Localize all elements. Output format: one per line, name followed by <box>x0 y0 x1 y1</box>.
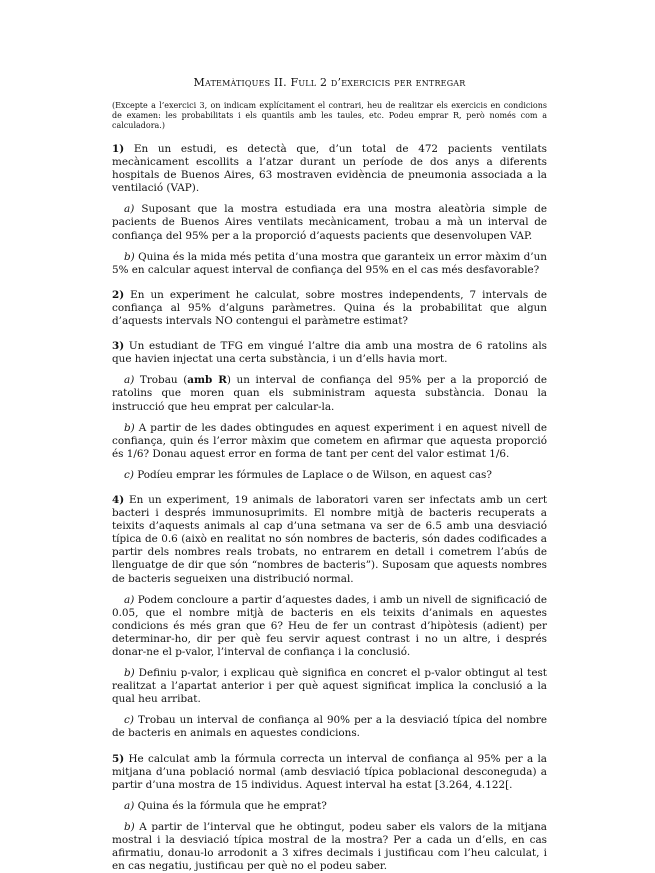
exercise-number: 2) <box>112 288 125 301</box>
exercise-text: He calculat amb la fórmula correcta un interval de confiança al 95% per a la mitjana d’una població normal (amb desviació típica poblacional desconeguda) a partir d’una mostra de 15 individus. Aquest interval ha estat [3.264, 4.122[. <box>112 752 547 791</box>
part-text: A partir de les dades obtingudes en aquest experiment i en aquest nivell de confiança, quin és l’error màxim que cometem en afirmar que aquesta proporció és 1/6? Donau aquest error en forma de tant per cent del valor estimat 1/6. <box>112 421 547 460</box>
exercise-3-part-a <box>112 374 547 413</box>
exercise-3-part-c <box>112 469 547 482</box>
exercise-5 <box>112 753 547 792</box>
exercise-text: Un estudiant de TFG em vingué l’altre dia amb una mostra de 6 ratolins als que havien injectat una certa substància, i un d’ells havia mort. <box>112 340 547 366</box>
part-text: Podíeu emprar les fórmules de Laplace o de Wilson, en aquest cas? <box>137 468 492 481</box>
exercise-text: En un experiment he calculat, sobre mostres independents, 7 intervals de confiança al 95% d’alguns paràmetres. Quina és la probabilitat que algun d’aquests intervals NO contengui el paràmetre estimat? <box>112 288 547 328</box>
part-text-pre: Trobau ( <box>139 374 188 387</box>
part-text: Suposant que la mostra estudiada era una mostra aleatòria simple de pacients de Buenos Aires ventilats mecànicament, trobau a mà un interval de confiança del 95% per a la proporció d’aquests pacients que desenvolupen VAP. <box>112 203 547 242</box>
part-label: c) <box>124 468 134 481</box>
exercise-text: En un estudi, es detectà que, d’un total de 472 pacients ventilats mecànicament escollits a l’atzar durant un període de dos anys a diferents hospitals de Buenos Aires, 63 mostraven evidència de pneumonia associada a la ventilació (VAP). <box>112 143 547 195</box>
exercise-3-part-b <box>112 422 547 461</box>
part-text: Trobau un interval de confiança al 90% per a la desviació típica del nombre de bacteris en animals en aquestes condicions. <box>112 714 547 740</box>
part-label: a) <box>124 203 135 216</box>
part-text: Podem concloure a partir d’aquestes dades, i amb un nivell de significació de 0.05, que el nombre mitjà de bacteris en els teixits d’animals en aquestes condicions és més gran que 6? Heu de fer un contrast d’hipòtesis (adient) per determinar-ho, dir per què feu servir aquest contrast i no un altre, i després donar-ne el p-valor, l’interval de confiança i la conclusió. <box>112 593 548 658</box>
exercise-number: 5) <box>112 752 125 765</box>
exercise-1-part-b <box>112 251 547 277</box>
part-label: b) <box>124 421 135 434</box>
part-label: b) <box>124 667 135 680</box>
exercise-3 <box>112 340 547 366</box>
part-text: A partir de l’interval que he obtingut, podeu saber els valors de la mitjana mostral i la desviació típica mostral de la mostra? Per a cada un d’ells, en cas afirmatiu, donau-lo arrodonit a 3 xifres decimals i justificau com l’heu calculat, i en cas negatiu, justificau per què no el podeu saber. <box>112 820 547 873</box>
exercise-1-part-a <box>112 203 547 242</box>
exercise-number: 3) <box>112 340 125 353</box>
exercise-text: En un experiment, 19 animals de laboratori varen ser infectats amb un cert bacteri i després immunosuprimits. El nombre mitjà de bacteris recuperats a teixits d’aquests animals al cap d’una setmana va ser de 6.5 amb una desviació típica de 0.6 (això en realitat no són nombres de bacteris, són dades codificades a partir dels nombres reals trobats, no entrarem en detall i cometrem l’abús de llenguatge de dir que són “nombres de bacteris”). Suposam que aquests nombres de bacteris segueixen una distribució normal. <box>112 493 547 585</box>
exercise-5-part-a <box>112 800 547 813</box>
part-label: a) <box>124 374 135 387</box>
part-text: ) un interval de confiança del 95% per a la proporció de ratolins que moren quan els subministram aquesta substància. Donau la instrucció que heu emprat per calcular-la. <box>112 374 547 413</box>
exercise-2 <box>112 289 547 328</box>
part-text: Definiu p-valor, i explicau què significa en concret el p-valor obtingut al test realitzat a l’apartat anterior i per què aquest significat implica la conclusió a la qual heu arribat. <box>112 667 547 706</box>
part-label: b) <box>124 250 135 263</box>
part-label: a) <box>124 799 135 812</box>
exercise-4-part-b <box>112 667 547 706</box>
exercise-5-part-b <box>112 821 547 873</box>
exercise-1 <box>112 143 547 195</box>
part-text: Quina és la mida més petita d’una mostra que garanteix un error màxim d’un 5% en calcular aquest interval de confiança del 95% en el cas més desfavorable? <box>112 250 547 276</box>
part-label: c) <box>124 714 134 727</box>
document-title: Matemàtiques II. Full 2 d’exercicis per entregar <box>193 76 466 89</box>
exercise-number: 1) <box>112 143 125 155</box>
instructions-note: (Excepte a l’exercici 3, on indicam explícitament el contrari, heu de realitzar els exercicis en condicions de examen: les probabilitats i els quantils amb les taules, etc. Podeu emprar R, però només com a calculadora.) <box>112 101 547 130</box>
exercise-number: 4) <box>112 493 125 506</box>
exercise-4-part-a <box>112 594 547 659</box>
exercise-4 <box>112 494 547 586</box>
part-label: a) <box>124 593 135 606</box>
exercise-4-part-c <box>112 714 547 740</box>
part-label: b) <box>124 820 135 833</box>
part-text-bold: amb R <box>187 374 227 387</box>
part-text: Quina és la fórmula que he emprat? <box>137 799 327 812</box>
